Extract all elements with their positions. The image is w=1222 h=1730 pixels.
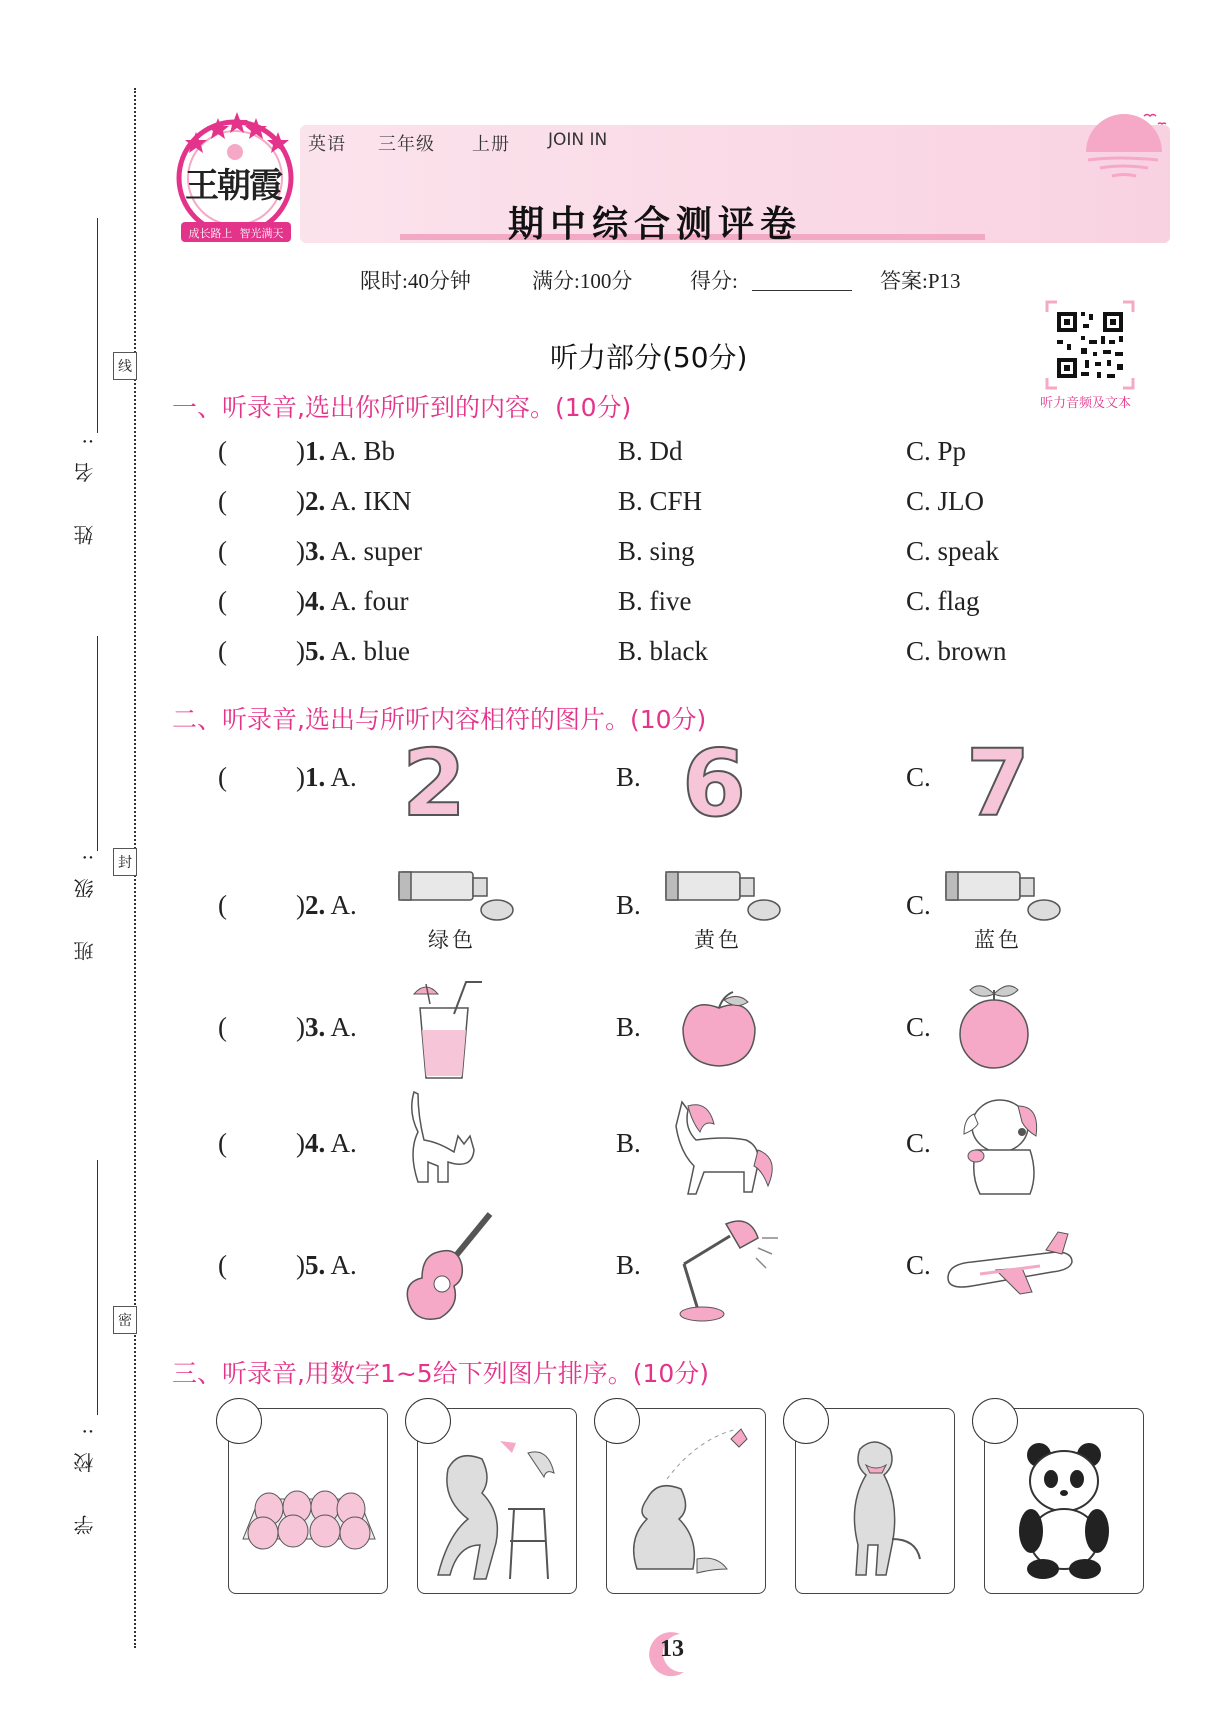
paint-tube-icon[interactable]	[942, 866, 1062, 932]
option-b-label[interactable]: B.	[616, 1128, 641, 1158]
list-item: )3. A. super	[296, 536, 422, 566]
paint-tube-icon[interactable]	[662, 866, 782, 932]
answer-paren[interactable]: (	[218, 486, 227, 516]
option-b-label[interactable]: B.	[616, 890, 641, 920]
list-item: )5. A.	[296, 1250, 357, 1280]
option-b[interactable]: B. sing	[618, 536, 695, 566]
option-a[interactable]: A. IKN	[330, 486, 412, 516]
answer-paren[interactable]: (	[218, 1250, 227, 1280]
answer-paren[interactable]: (	[218, 586, 227, 616]
option-c-label[interactable]: C.	[906, 1250, 931, 1280]
cut-mark-seal: 封	[113, 848, 137, 876]
option-a-label[interactable]: A.	[330, 890, 357, 920]
page-title: 期中综合测评卷	[507, 204, 802, 245]
listening-title: 听力部分(50分)	[550, 341, 748, 374]
time-limit: 限时:40分钟	[360, 269, 471, 293]
score-blank[interactable]	[752, 290, 852, 291]
option-a-label[interactable]: A.	[330, 1012, 357, 1042]
order-number-circle[interactable]	[216, 1398, 262, 1444]
option-a[interactable]: A. four	[330, 586, 409, 616]
order-number-circle[interactable]	[594, 1398, 640, 1444]
option-a-label[interactable]: A.	[330, 762, 357, 792]
option-a[interactable]: A. super	[330, 536, 422, 566]
option-b-label[interactable]: B.	[616, 762, 641, 792]
order-number-circle[interactable]	[972, 1398, 1018, 1444]
option-c[interactable]: C. speak	[906, 536, 999, 566]
logo-text: 王朝霞	[185, 166, 281, 206]
answer-paren[interactable]: (	[218, 890, 227, 920]
option-c[interactable]: C. flag	[906, 586, 980, 616]
paint-color-caption: 蓝色	[974, 928, 1022, 952]
option-c-label[interactable]: C.	[906, 762, 931, 792]
option-a-label[interactable]: A.	[330, 1128, 357, 1158]
list-item: )4. A. four	[296, 586, 409, 616]
answer-paren[interactable]: (	[218, 1128, 227, 1158]
section2-title: 二、听录音,选出与所听内容相符的图片。(10分)	[172, 705, 707, 734]
question-number: 5.	[305, 1250, 326, 1280]
edition-label: JOIN IN	[548, 130, 608, 150]
option-c[interactable]: C. JLO	[906, 486, 985, 516]
option-c-label[interactable]: C.	[906, 1128, 931, 1158]
paint-color-caption: 黄色	[694, 928, 742, 952]
juice-glass-icon[interactable]	[400, 974, 492, 1088]
list-item: )1. A.	[296, 762, 357, 792]
option-b[interactable]: B. CFH	[618, 486, 703, 516]
qr-code[interactable]	[1045, 300, 1135, 390]
option-a[interactable]: A. blue	[330, 636, 410, 666]
paint-tube-icon[interactable]	[395, 866, 515, 932]
section1-title: 一、听录音,选出你所听到的内容。(10分)	[172, 393, 632, 422]
airplane-icon[interactable]	[940, 1226, 1076, 1310]
full-score: 满分:100分	[532, 269, 633, 293]
sun-decoration	[1078, 104, 1173, 184]
peach-icon[interactable]	[954, 980, 1034, 1076]
question-number: 1.	[305, 436, 326, 466]
list-item: )1. A. Bb	[296, 436, 396, 466]
paint-color-caption: 绿色	[428, 928, 476, 952]
order-number-circle[interactable]	[783, 1398, 829, 1444]
digit-two-picture[interactable]: 2	[402, 730, 467, 837]
option-a[interactable]: A. Bb	[330, 436, 396, 466]
class-line[interactable]	[97, 636, 98, 851]
digit-seven-picture[interactable]: 7	[966, 730, 1031, 837]
answer-ref: 答案:P13	[880, 269, 961, 293]
option-b[interactable]: B. black	[618, 636, 708, 666]
qr-caption: 听力音频及文本	[1040, 396, 1132, 411]
option-c[interactable]: C. brown	[906, 636, 1007, 666]
name-label: 姓 名:	[73, 420, 97, 546]
guitar-icon[interactable]	[402, 1208, 498, 1330]
answer-paren[interactable]: (	[218, 436, 227, 466]
question-number: 4.	[305, 586, 326, 616]
option-b[interactable]: B. Dd	[618, 436, 683, 466]
list-item: )3. A.	[296, 1012, 357, 1042]
option-b-label[interactable]: B.	[616, 1012, 641, 1042]
answer-paren[interactable]: (	[218, 1012, 227, 1042]
option-b[interactable]: B. five	[618, 586, 692, 616]
option-c-label[interactable]: C.	[906, 890, 931, 920]
question-number: 3.	[305, 1012, 326, 1042]
school-label: 学 校:	[73, 1410, 97, 1536]
order-number-circle[interactable]	[405, 1398, 451, 1444]
question-number: 1.	[305, 762, 326, 792]
question-number: 3.	[305, 536, 326, 566]
logo-ribbon: 成长路上 智光满天	[188, 227, 284, 240]
page-number: 13	[660, 1636, 684, 1662]
answer-paren[interactable]: (	[218, 636, 227, 666]
puppy-icon[interactable]	[952, 1090, 1052, 1202]
answer-paren[interactable]: (	[218, 762, 227, 792]
score-label: 得分:	[690, 269, 738, 293]
school-line[interactable]	[97, 1160, 98, 1415]
cut-mark-line: 线	[113, 352, 137, 380]
option-c-label[interactable]: C.	[906, 1012, 931, 1042]
list-item: )2. A. IKN	[296, 486, 412, 516]
grade-label: 三年级	[378, 134, 435, 155]
option-b-label[interactable]: B.	[616, 1250, 641, 1280]
question-number: 2.	[305, 890, 326, 920]
volume-label: 上册	[472, 134, 510, 155]
option-a-label[interactable]: A.	[330, 1250, 357, 1280]
question-number: 4.	[305, 1128, 326, 1158]
cut-mark-dense: 密	[113, 1306, 137, 1334]
cat-icon[interactable]	[398, 1082, 488, 1206]
list-item: )4. A.	[296, 1128, 357, 1158]
digit-six-picture[interactable]: 6	[682, 730, 747, 837]
desk-lamp-icon[interactable]	[670, 1212, 790, 1328]
section3-title: 三、听录音,用数字1~5给下列图片排序。(10分)	[172, 1359, 710, 1388]
apple-icon[interactable]	[676, 986, 762, 1076]
option-c[interactable]: C. Pp	[906, 436, 967, 466]
answer-paren[interactable]: (	[218, 536, 227, 566]
list-item: )2. A.	[296, 890, 357, 920]
list-item: )5. A. blue	[296, 636, 410, 666]
subject-label: 英语	[308, 134, 346, 155]
name-line[interactable]	[97, 218, 98, 433]
class-label: 班 级:	[73, 836, 97, 962]
question-number: 2.	[305, 486, 326, 516]
question-number: 5.	[305, 636, 326, 666]
pony-icon[interactable]	[666, 1092, 782, 1200]
